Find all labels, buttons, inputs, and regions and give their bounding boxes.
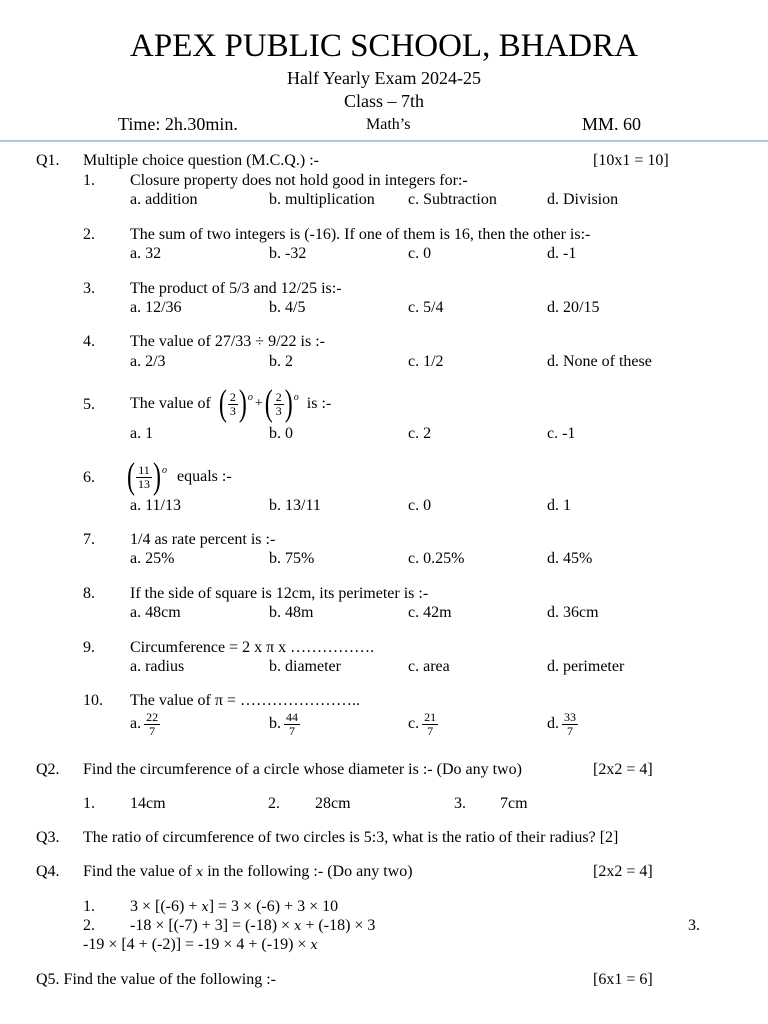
mcq-option: c. 2 bbox=[408, 425, 432, 442]
mcq-option: a. addition bbox=[130, 191, 198, 208]
mcq-option: b. $\frac{44}{7}$ bbox=[269, 710, 298, 738]
fraction: $\frac{22}{7}$ bbox=[146, 710, 159, 738]
zero-power-expression: ( $\frac{11}{13}$ ) o bbox=[127, 456, 167, 498]
mcq-question bbox=[127, 457, 232, 497]
time-label: Time: 2h.30min. bbox=[118, 114, 238, 134]
mcq-number: 10. bbox=[83, 692, 103, 709]
mcq-option: a. 48cm bbox=[130, 604, 181, 621]
mcq-number: 8. bbox=[83, 585, 95, 602]
mcq-option: b. 4/5 bbox=[269, 299, 306, 316]
mcq-number: 1. bbox=[83, 172, 95, 189]
max-marks: MM. 60 bbox=[582, 114, 642, 134]
mcq-number: 5. bbox=[83, 396, 95, 413]
mcq-option: a. 32 bbox=[130, 245, 162, 262]
mcq-option: c. -1 bbox=[547, 425, 576, 442]
mcq-option: c. 1/2 bbox=[408, 353, 444, 370]
variable: x bbox=[294, 919, 302, 934]
list-item: 14cm bbox=[130, 795, 166, 812]
mcq-option: a. 1 bbox=[130, 425, 154, 442]
q1-number: Q1. bbox=[36, 152, 60, 169]
question-suffix: is :- bbox=[306, 394, 332, 412]
mcq-option: a. 25% bbox=[130, 550, 175, 567]
fraction: $\frac{21}{7}$ bbox=[424, 710, 437, 738]
mcq-option: b. multiplication bbox=[269, 191, 375, 208]
exponent: o bbox=[247, 392, 253, 404]
mcq-option: b. -32 bbox=[269, 245, 307, 262]
mcq-option: a. $\frac{22}{7}$ bbox=[130, 710, 159, 738]
fraction: $\frac{2}{3}$ bbox=[275, 389, 282, 418]
mcq-number: 3. bbox=[83, 280, 95, 297]
list-item: 7cm bbox=[500, 795, 528, 812]
mcq-option: c. 5/4 bbox=[408, 299, 444, 316]
q4-number: Q4. bbox=[36, 863, 60, 880]
mcq-option: d. 1 bbox=[547, 497, 571, 514]
fraction: $\frac{44}{7}$ bbox=[286, 710, 298, 738]
fraction: $\frac{33}{7}$ bbox=[564, 710, 576, 738]
list-item-number: 1. bbox=[83, 898, 95, 915]
mcq-option: c. area bbox=[408, 658, 450, 675]
q3-text: The ratio of circumference of two circles is 5:3, what is the ratio of their radius? [2] bbox=[83, 829, 619, 846]
q2-number: Q2. bbox=[36, 761, 60, 778]
mcq-question: The value of 27/33 ÷ 9/22 is :- bbox=[130, 333, 325, 350]
q4-text: Find the value of x in the following :- (Do any two) bbox=[83, 863, 413, 880]
q3-number: Q3. bbox=[36, 829, 60, 846]
mcq-option: a. 12/36 bbox=[130, 299, 182, 316]
mcq-number: 2. bbox=[83, 226, 95, 243]
header-divider bbox=[0, 140, 768, 142]
q5-marks: [6x1 = 6] bbox=[593, 971, 653, 988]
mcq-option: a. radius bbox=[130, 658, 185, 675]
mcq-number: 7. bbox=[83, 531, 95, 548]
mcq-option: b. 13/11 bbox=[269, 497, 321, 514]
mcq-option: c. 0 bbox=[408, 497, 432, 514]
mcq-option: a. 11/13 bbox=[130, 497, 181, 514]
mcq-option: c. Subtraction bbox=[408, 191, 497, 208]
mcq-option: b. 48m bbox=[269, 604, 314, 621]
mcq-option: d. 20/15 bbox=[547, 299, 600, 316]
mcq-option: b. 75% bbox=[269, 550, 315, 567]
mcq-option: d. 45% bbox=[547, 550, 593, 567]
list-item-number: 3. bbox=[454, 795, 466, 812]
equation: -18 × [(-7) + 3] = (-18) × x + (-18) × 3 bbox=[130, 917, 376, 934]
list-item-number: 3. bbox=[688, 917, 700, 934]
mcq-option: c. 0 bbox=[408, 245, 432, 262]
mcq-question: If the side of square is 12cm, its perimeter is :- bbox=[130, 585, 429, 602]
list-item-number: 2. bbox=[268, 795, 280, 812]
mcq-option: d. 36cm bbox=[547, 604, 599, 621]
mcq-question bbox=[130, 384, 331, 424]
mcq-number: 9. bbox=[83, 639, 95, 656]
school-name: APEX PUBLIC SCHOOL, BHADRA bbox=[130, 28, 638, 64]
exponent: o bbox=[162, 465, 167, 477]
fraction: $\frac{11}{13}$ bbox=[138, 462, 150, 491]
mcq-option: c. 0.25% bbox=[408, 550, 465, 567]
q2-marks: [2x2 = 4] bbox=[593, 761, 653, 778]
mcq-option: c. 42m bbox=[408, 604, 452, 621]
mcq-number: 4. bbox=[83, 333, 95, 350]
mcq-question: 1/4 as rate percent is :- bbox=[130, 531, 276, 548]
mcq-question: The sum of two integers is (-16). If one of them is 16, then the other is:- bbox=[130, 226, 591, 243]
mcq-option: d. -1 bbox=[547, 245, 577, 262]
exam-title: Half Yearly Exam 2024-25 bbox=[287, 68, 481, 88]
mcq-question: The value of π = ………………….. bbox=[130, 692, 360, 709]
mcq-question: The product of 5/3 and 12/25 is:- bbox=[130, 280, 342, 297]
list-item-number: 1. bbox=[83, 795, 95, 812]
mcq-option: b. 0 bbox=[269, 425, 293, 442]
exponent: o bbox=[293, 392, 299, 404]
q1-text: Multiple choice question (M.C.Q.) :- bbox=[83, 152, 319, 169]
variable: x bbox=[201, 900, 209, 915]
q5-text: Q5. Find the value of the following :- bbox=[36, 971, 276, 988]
variable: x bbox=[195, 865, 204, 880]
mcq-number: 6. bbox=[83, 469, 95, 486]
q2-text: Find the circumference of a circle whose diameter is :- (Do any two) bbox=[83, 761, 522, 778]
fraction: $\frac{2}{3}$ bbox=[229, 389, 236, 418]
question-prefix: The value of bbox=[130, 394, 211, 412]
subject-label: Math’s bbox=[366, 116, 411, 133]
mcq-option: a. 2/3 bbox=[130, 353, 166, 370]
list-item-number: 2. bbox=[83, 917, 95, 934]
equation: 3 × [(-6) + x] = 3 × (-6) + 3 × 10 bbox=[130, 898, 339, 915]
mcq-option: d. perimeter bbox=[547, 658, 625, 675]
question-suffix: equals :- bbox=[177, 467, 232, 485]
variable: x bbox=[310, 938, 318, 953]
mcq-question: Circumference = 2 x π x ……………. bbox=[130, 639, 375, 656]
mcq-question: Closure property does not hold good in integers for:- bbox=[130, 172, 468, 189]
q4-marks: [2x2 = 4] bbox=[593, 863, 653, 880]
mcq-option: c. $\frac{21}{7}$ bbox=[408, 710, 437, 738]
plus-sign: + bbox=[254, 395, 263, 411]
mcq-option: b. 2 bbox=[269, 353, 293, 370]
equation: -19 × [4 + (-2)] = -19 × 4 + (-19) × x bbox=[83, 936, 318, 953]
zero-power-expression: ( $\frac{2}{3}$ ) o + ( $\frac{2}{3}$ ) o bbox=[218, 383, 299, 425]
list-item: 28cm bbox=[315, 795, 351, 812]
mcq-option: d. $\frac{33}{7}$ bbox=[547, 710, 576, 738]
mcq-option: d. Division bbox=[547, 191, 619, 208]
mcq-option: d. None of these bbox=[547, 353, 652, 370]
q1-marks: [10x1 = 10] bbox=[593, 152, 669, 169]
mcq-option: b. diameter bbox=[269, 658, 341, 675]
class-label: Class – 7th bbox=[343, 91, 424, 111]
